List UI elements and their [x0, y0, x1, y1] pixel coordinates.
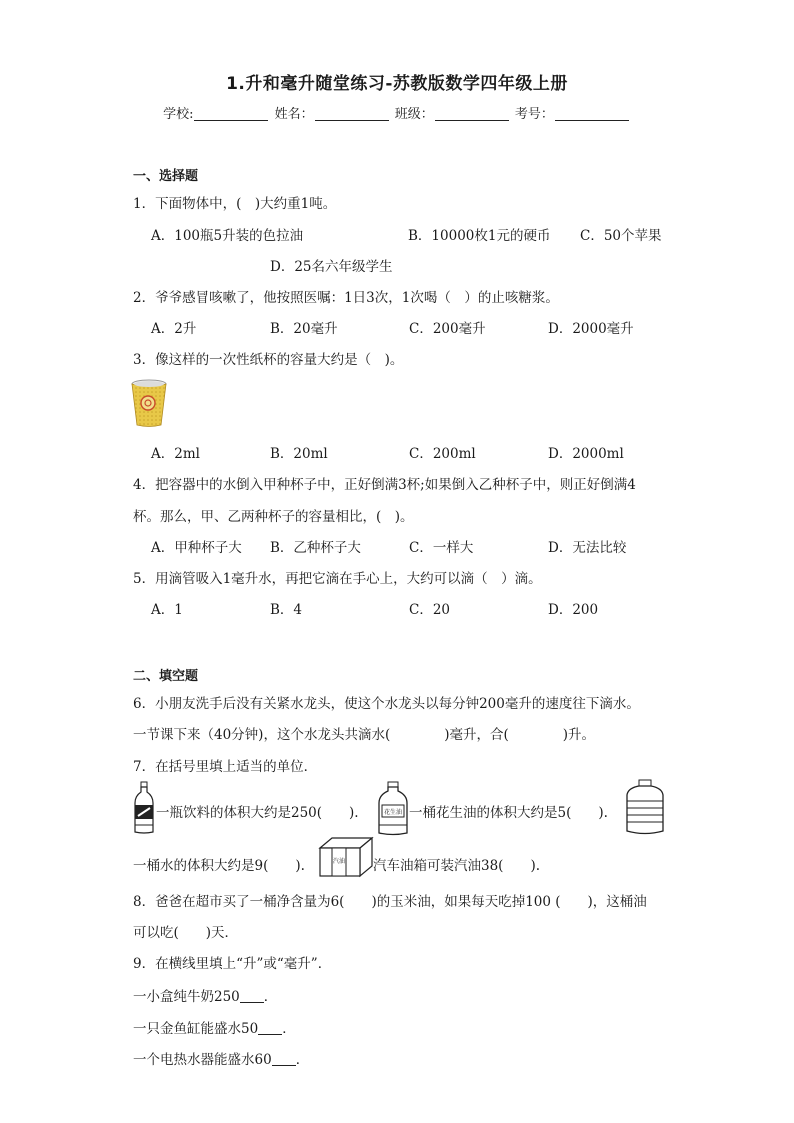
peanut-oil-jug-image — [376, 781, 410, 837]
q3-option-d[interactable]: D．2000ml — [548, 446, 624, 462]
q9-milk-text: 一小盒纯牛奶250 — [133, 989, 240, 1005]
exam-number-label: 考号： — [514, 107, 554, 122]
q1-option-c[interactable]: C．50个苹果 — [580, 228, 662, 244]
name-blank[interactable] — [315, 106, 389, 121]
section-heading-fill: 二、填空题 — [133, 669, 199, 684]
q9-milk-blank[interactable] — [240, 989, 264, 1003]
beverage-bottle-image — [133, 781, 155, 835]
school-blank[interactable] — [194, 106, 268, 121]
q2-option-d[interactable]: D．2000毫升 — [548, 321, 634, 337]
q9-fishtank-text: 一只金鱼缸能盛水50 — [133, 1021, 259, 1037]
question-6-line1: 6．小朋友洗手后没有关紧水龙头，使这个水龙头以每分钟200毫升的速度往下滴水。 — [133, 696, 640, 712]
student-info-row — [0, 103, 794, 122]
q1-option-b[interactable]: B．10000枚1元的硬币 — [408, 228, 551, 244]
box-label: 汽油 — [332, 858, 346, 865]
q7-beverage-line: 一瓶饮料的体积大约是250( ). — [156, 805, 359, 821]
q2-option-b[interactable]: B．20毫升 — [270, 321, 338, 337]
question-2: 2．爷爷感冒咳嗽了，他按照医嘱：1日3次，1次喝（ ）的止咳糖浆。 — [133, 290, 559, 306]
q7-fuel-line: 汽车油箱可装汽油38( ). — [373, 858, 541, 874]
q7-water-line: 一桶水的体积大约是9( ). — [133, 858, 305, 874]
q2-option-a[interactable]: A．2升 — [151, 321, 197, 337]
fuel-tank-box-image — [318, 836, 374, 878]
q5-option-a[interactable]: A．1 — [151, 602, 183, 618]
paper-cup-image — [130, 378, 168, 428]
class-blank[interactable] — [435, 106, 509, 121]
question-4-line2: 杯。那么，甲、乙两种杯子的容量相比，( )。 — [133, 509, 414, 525]
question-7: 7．在括号里填上适当的单位． — [133, 759, 318, 775]
question-1: 1．下面物体中，( )大约重1吨。 — [133, 196, 337, 212]
q9-milk-line — [133, 985, 277, 1005]
q3-option-b[interactable]: B．20ml — [270, 446, 328, 462]
q9-heater-suffix: ． — [295, 1052, 310, 1068]
name-label: 姓名： — [274, 107, 314, 122]
page-title: 1.升和毫升随堂练习-苏教版数学四年级上册 — [226, 74, 568, 94]
q9-heater-line — [133, 1048, 309, 1068]
q9-fishtank-blank[interactable] — [258, 1021, 282, 1035]
q5-option-c[interactable]: C．20 — [409, 602, 451, 618]
q4-option-d[interactable]: D．无法比较 — [548, 540, 627, 556]
q5-option-b[interactable]: B．4 — [270, 602, 303, 618]
q4-option-c[interactable]: C．一样大 — [409, 540, 474, 556]
question-6-line2: 一节课下来（40分钟)，这个水龙头共滴水( )毫升，合( )升。 — [133, 727, 596, 743]
q7-peanut-oil-line: 一桶花生油的体积大约是5( ). — [409, 805, 608, 821]
q9-heater-blank[interactable] — [272, 1052, 296, 1066]
question-9: 9．在横线里填上“升”或“毫升”． — [133, 956, 332, 972]
q1-option-a[interactable]: A．100瓶5升装的色拉油 — [151, 228, 304, 244]
oil-label: 花生油 — [383, 809, 403, 816]
question-4-line1: 4．把容器中的水倒入甲种杯子中，正好倒满3杯;如果倒入乙种杯子中，则正好倒满4 — [133, 477, 636, 493]
q1-option-d[interactable]: D．25名六年级学生 — [270, 259, 393, 275]
q3-option-a[interactable]: A．2ml — [151, 446, 200, 462]
water-barrel-image — [624, 779, 666, 837]
exam-number-blank[interactable] — [555, 106, 629, 121]
question-8-line2: 可以吃( )天． — [133, 925, 239, 941]
q3-option-c[interactable]: C．200ml — [409, 446, 476, 462]
section-heading-choice: 一、选择题 — [133, 169, 199, 184]
class-label: 班级： — [394, 107, 434, 122]
question-5: 5．用滴管吸入1毫升水，再把它滴在手心上，大约可以滴（ ）滴。 — [133, 571, 542, 587]
q9-heater-text: 一个电热水器能盛水60 — [133, 1052, 272, 1068]
q9-fishtank-line — [133, 1017, 296, 1037]
q4-option-b[interactable]: B．乙种杯子大 — [270, 540, 361, 556]
q4-option-a[interactable]: A．甲种杯子大 — [151, 540, 242, 556]
q9-milk-suffix: ． — [263, 989, 278, 1005]
question-3: 3．像这样的一次性纸杯的容量大约是（ )。 — [133, 352, 404, 368]
q9-fishtank-suffix: ． — [282, 1021, 296, 1037]
school-label: 学校: — [163, 107, 194, 122]
q5-option-d[interactable]: D．200 — [548, 602, 599, 618]
q2-option-c[interactable]: C．200毫升 — [409, 321, 486, 337]
question-8-line1: 8．爸爸在超市买了一桶净含量为6( )的玉米油，如果每天吃掉100 ( )，这桶油 — [133, 894, 647, 910]
